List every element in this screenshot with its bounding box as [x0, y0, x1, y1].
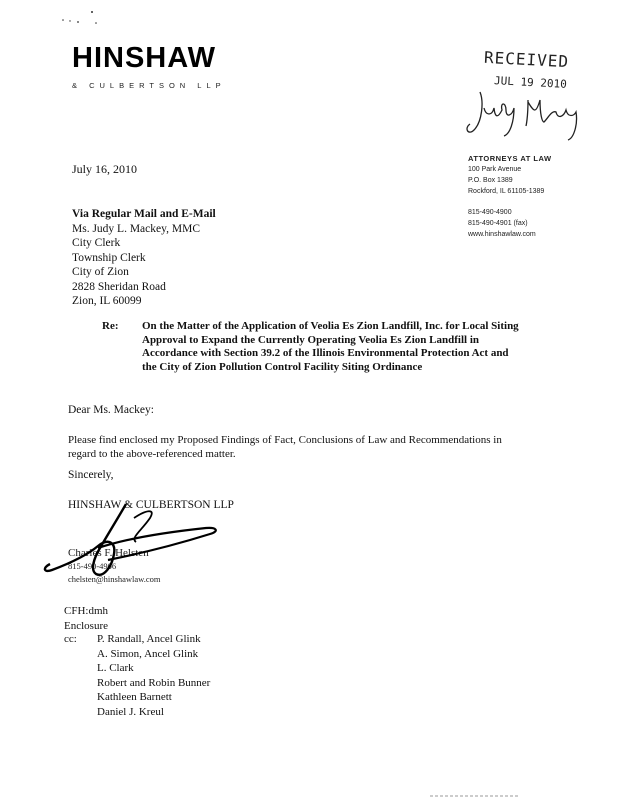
- cc-item: Daniel J. Kreul: [97, 705, 164, 718]
- firm-signature-line: HINSHAW & CULBERTSON LLP: [68, 499, 234, 511]
- signer-email: chelsten@hinshawlaw.com: [68, 574, 161, 584]
- firm-tagline: ATTORNEYS AT LAW: [468, 154, 552, 163]
- recipient-line: 2828 Sheridan Road: [72, 280, 166, 293]
- firm-phone: 815-490-4900: [468, 209, 512, 216]
- firm-logo-subtitle: & CULBERTSON LLP: [72, 81, 226, 90]
- cc-item: P. Randall, Ancel Glink: [97, 633, 201, 645]
- cc-item: Kathleen Barnett: [97, 691, 172, 703]
- firm-contact-block: [468, 153, 552, 240]
- cc-item: Robert and Robin Bunner: [97, 676, 211, 689]
- cc-item: A. Simon, Ancel Glink: [97, 647, 199, 660]
- cc-label: cc:: [64, 633, 77, 645]
- recipient-line: Township Clerk: [72, 251, 146, 264]
- handwritten-signature: [38, 498, 228, 588]
- received-stamp: RECEIVED: [483, 47, 570, 72]
- initials: CFH:dmh: [64, 605, 109, 617]
- cc-list: [97, 632, 210, 719]
- firm-po-box: P.O. Box 1389: [468, 177, 513, 184]
- firm-city: Rockford, IL 61105-1389: [468, 188, 545, 195]
- firm-street: 100 Park Avenue: [468, 166, 522, 173]
- delivery-method: Via Regular Mail and E-Mail: [72, 208, 216, 220]
- re-subject: On the Matter of the Application of Veolia Es Zion Landfill, Inc. for Local Siting Approval to Expand the Currently Operating Veolia Es Zion Landfill in Accordance with Section 39.2 of the Illinois Environmental Protection Act and the City of Zion Pollution Control Facility Siting Ordinance: [142, 320, 519, 373]
- signer-name: Charles F. Helsten: [68, 547, 149, 559]
- received-stamp-date: JUL 19 2010: [493, 74, 568, 91]
- recipient-line: City of Zion: [72, 266, 129, 278]
- letter-body: Please find enclosed my Proposed Findings of Fact, Conclusions of Law and Recommendations in regard to the above-referenced matter.: [68, 434, 502, 460]
- recipient-line: Ms. Judy L. Mackey, MMC: [72, 222, 200, 235]
- recipient-line: City Clerk: [72, 237, 121, 249]
- closing: Sincerely,: [68, 469, 114, 481]
- recipient-line: Zion, IL 60099: [72, 295, 142, 307]
- letter-footer: [64, 604, 108, 633]
- re-label: Re:: [102, 320, 119, 332]
- enclosure-line: Enclosure: [64, 619, 108, 632]
- recipient-address-block: [72, 207, 216, 309]
- letter-date: July 16, 2010: [72, 162, 138, 176]
- firm-website: www.hinshawlaw.com: [468, 231, 536, 238]
- salutation: Dear Ms. Mackey:: [68, 404, 154, 416]
- received-signature: [462, 78, 592, 148]
- signer-phone: 815-490-4906: [68, 561, 117, 571]
- cc-item: L. Clark: [97, 662, 134, 674]
- firm-fax: 815-490-4901 (fax): [468, 220, 528, 227]
- firm-logo: HINSHAW: [72, 42, 216, 74]
